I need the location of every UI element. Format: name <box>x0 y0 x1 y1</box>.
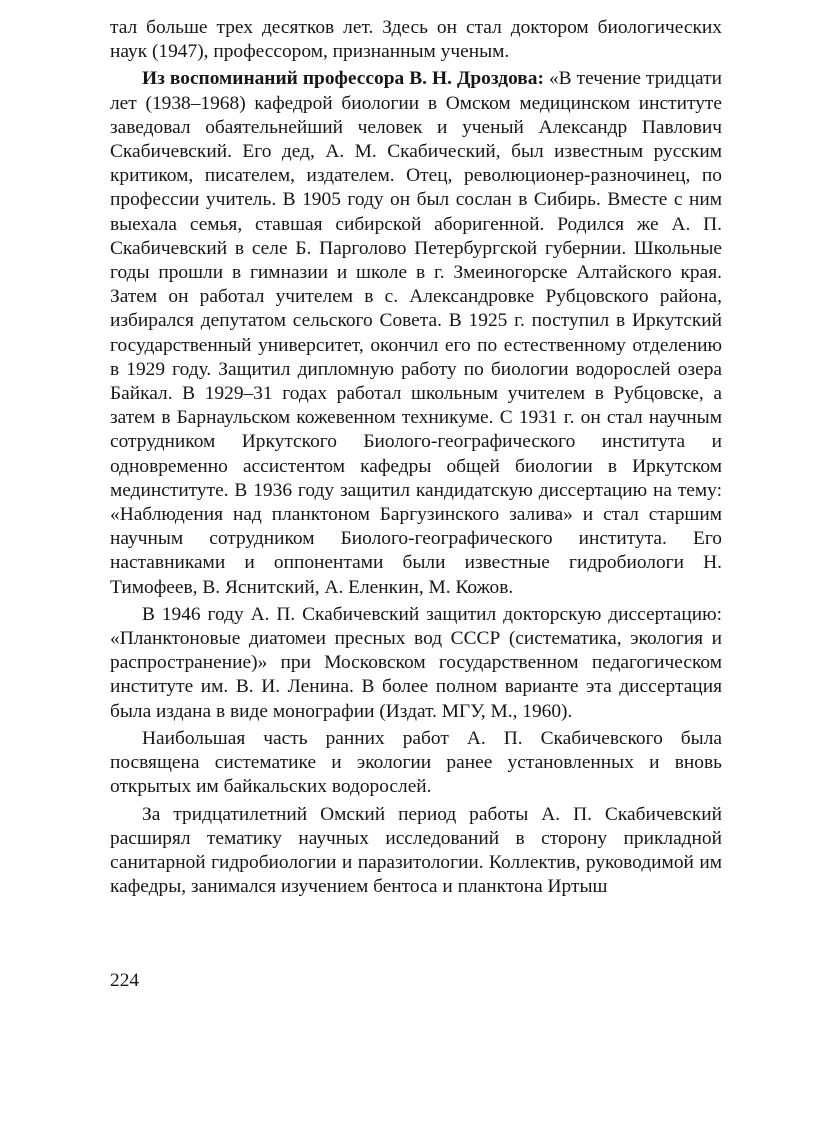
paragraph-1-text: тал больше трех десятков лет. Здесь он стал доктором биологических наук (1947), профессором, признанным ученым. <box>110 17 722 63</box>
page-number: 224 <box>110 970 140 991</box>
paragraph-5 <box>110 803 722 900</box>
paragraph-4-text: Наибольшая часть ранних работ А. П. Скабичевского была посвящена систематике и экологии ранее установленных и вновь открытых им байкальских водорослей. <box>110 727 722 798</box>
paragraph-3 <box>110 603 722 724</box>
paragraph-2-lead: Из воспоминаний профессора В. Н. Дроздова: <box>142 68 544 90</box>
paragraph-1 <box>110 16 722 64</box>
paragraph-5-text: За тридцатилетний Омский период работы А. П. Скабичевский расширял тематику научных исследований в сторону прикладной санитарной гидробиологии и паразитологии. Коллектив, руководимой им кафедры, занимался изучением бентоса и планктона Иртыш <box>110 803 722 898</box>
paragraph-2-text: «В течение тридцати лет (1938–1968) кафедрой биологии в Омском медицинском институте заведовал обаятельнейший человек и ученый Александр Павлович Скабичевский. Его дед, А. М. Скабический, был известным русским критиком, писателем, издателем. Отец, революционер-разночинец, по профессии учитель. В 1905 году он был сослан в Сибирь. Вместе с ним выехала семья, ставшая сибирской аборигенной. Родился же А. П. Скабичевский в селе Б. Парголово Петербургской губернии. Школьные годы прошли в гимназии и школе в г. Змеиногорске Алтайского края. Затем он работал учителем в с. Александровке Рубцовского района, избирался депутатом сельского Совета. В 1925 г. поступил в Иркутский государственный университет, окончил его по естественному отделению в 1929 году. Защитил дипломную работу по биологии водорослей озера Байкал. В 1929–31 годах работал школьным учителем в Рубцовске, а затем в Барнаульском кожевенном техникуме. С 1931 г. он стал научным сотрудником Иркутского Биолого-географического института и одновременно ассистентом кафедры общей биологии в Иркутском мединституте. В 1936 году защитил кандидатскую диссертацию на тему: «Наблюдения над планктоном Баргузинского залива» и стал старшим научным сотрудником Биолого-географического института. Его наставниками и оппонентами были известные гидробиологи Н. Тимофеев, В. Яснитский, А. Еленкин, М. Кожов. <box>110 68 722 598</box>
paragraph-4 <box>110 727 722 800</box>
paragraph-3-text: В 1946 году А. П. Скабичевский защитил докторскую диссертацию: «Планктоновые диатомеи пресных вод СССР (систематика, экология и распространение)» при Московском государственном педагогическом институте им. В. И. Ленина. В более полном варианте эта диссертация была издана в виде монографии (Издат. МГУ, М., 1960). <box>110 603 722 722</box>
page-text-block <box>110 16 722 899</box>
paragraph-2 <box>110 67 722 599</box>
